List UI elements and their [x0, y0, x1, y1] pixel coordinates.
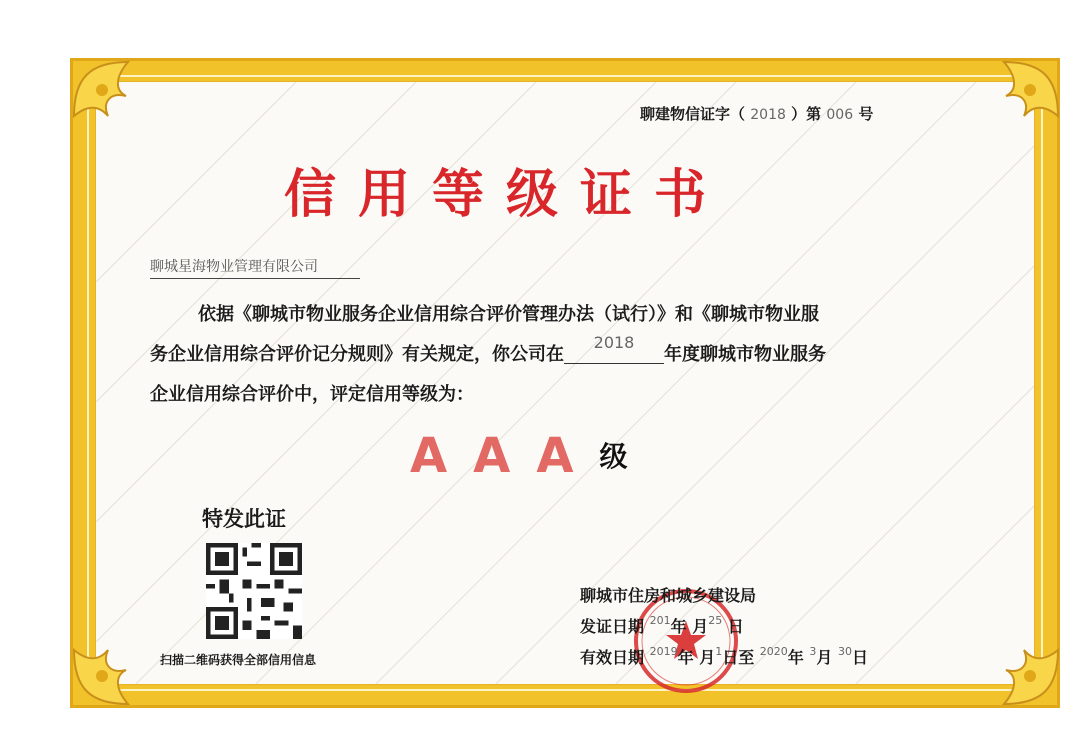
corner-ornament-top-right [944, 56, 1064, 176]
cert-number-year: 2018 [750, 107, 786, 123]
issue-month-unit: 月 [692, 617, 709, 636]
certificate-number [640, 103, 940, 127]
valid-from-month-unit: 月 [699, 648, 716, 667]
cert-number-mid: ）第 [791, 105, 822, 123]
valid-from-day: 1 [715, 645, 723, 658]
grade-suffix: 级 [599, 440, 628, 473]
special-certification-note: 特发此证 [202, 506, 286, 531]
valid-from-day-unit: 日至 [722, 648, 755, 667]
issue-day-unit: 日 [727, 617, 744, 636]
corner-ornament-bottom-left [68, 590, 188, 710]
grade-letter: A [410, 428, 448, 484]
body-line-2-start: 务企业信用综合评价记分规则》有关规定，你公司在 [150, 344, 564, 365]
cert-number-value: 006 [826, 107, 854, 123]
cert-number-suffix: 号 [858, 105, 874, 123]
qr-code-caption: 扫描二维码获得全部信用信息 [160, 653, 317, 667]
company-name: 聊城星海物业管理有限公司 [150, 256, 360, 279]
issue-year: 201 [649, 614, 671, 627]
grade-letter: A [473, 428, 511, 484]
body-line-1: 依据《聊城市物业服务企业信用综合评价管理办法（试行）》和《聊城市物业服 [198, 304, 819, 325]
grade-letter: A [536, 428, 574, 484]
cert-number-prefix: 聊建物信证字（ [640, 105, 746, 123]
body-line-2-end: 年度聊城市物业服务 [664, 344, 826, 365]
issue-day: 25 [708, 614, 723, 627]
valid-to-year-unit: 年 [787, 648, 804, 667]
validity-period [580, 645, 868, 668]
corner-ornament-top-left [68, 56, 188, 176]
issue-date-label: 发证日期 [580, 617, 645, 636]
body-line-3: 企业信用综合评价中，评定信用等级为： [150, 384, 474, 405]
credit-grade [410, 428, 670, 488]
qr-code-icon[interactable] [206, 543, 302, 639]
valid-to-day-unit: 日 [851, 648, 868, 667]
issue-date [580, 614, 744, 637]
valid-to-year: 2020 [759, 645, 788, 658]
issue-year-unit: 年 [670, 617, 687, 636]
corner-ornament-bottom-right [944, 590, 1064, 710]
valid-to-month: 3 [809, 645, 817, 658]
issuing-authority: 聊城市住房和城乡建设局 [580, 586, 757, 605]
valid-from-year-unit: 年 [677, 648, 694, 667]
body-line-2 [150, 335, 826, 376]
valid-from-year: 2019 [649, 645, 678, 658]
certificate-title: 信用等级证书 [284, 164, 729, 225]
valid-date-label: 有效日期 [580, 648, 645, 667]
assessment-year: 2018 [564, 323, 664, 364]
valid-to-day: 30 [837, 645, 852, 658]
valid-to-month-unit: 月 [816, 648, 833, 667]
